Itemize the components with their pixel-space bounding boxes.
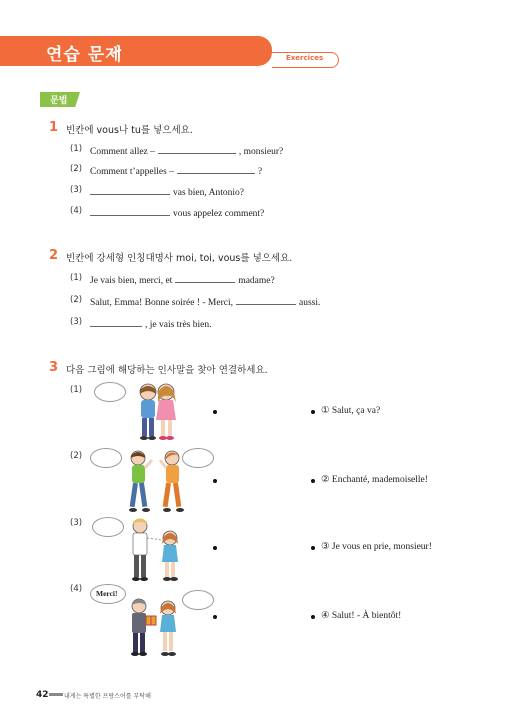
match-dot-left-1[interactable] xyxy=(213,410,217,414)
q1-item-2 xyxy=(90,163,262,177)
q1-item-3-no: (3) xyxy=(70,185,83,195)
q2-item-2-no: (2) xyxy=(70,295,83,305)
speech-bubble xyxy=(94,382,126,402)
question-1-number: 1 xyxy=(49,120,59,135)
q1-item-3 xyxy=(90,184,244,198)
q2-item-3-blank[interactable] xyxy=(90,316,142,327)
exercise-label: Exercices xyxy=(286,54,324,62)
q1-item-4-blank[interactable] xyxy=(90,205,170,216)
match-dot-left-3[interactable] xyxy=(213,546,217,550)
q1-item-2-before: Comment t’appelles – xyxy=(90,167,174,177)
match-dot-right-2[interactable] xyxy=(311,479,315,483)
q2-item-1-blank[interactable] xyxy=(175,272,235,283)
q2-item-1 xyxy=(90,272,275,286)
header-banner xyxy=(0,36,272,66)
q2-item-2-after: aussi. xyxy=(299,298,321,308)
q2-item-3-no: (3) xyxy=(70,317,83,327)
two-friends-greeting-illustration xyxy=(124,448,188,514)
gift-giving-illustration xyxy=(124,596,184,658)
q2-item-2-before: Salut, Emma! Bonne soirée ! - Merci, xyxy=(90,298,233,308)
q1-item-4-no: (4) xyxy=(70,206,83,216)
q2-item-2 xyxy=(90,294,320,308)
speech-bubble xyxy=(90,448,122,468)
q3-right-3: ③ Je vous en prie, monsieur! xyxy=(321,542,432,552)
match-dot-right-1[interactable] xyxy=(311,410,315,414)
q1-item-1-after: , monsieur? xyxy=(238,147,284,157)
q2-item-1-after: madame? xyxy=(238,276,275,286)
question-1-text: 빈칸에 vous나 tu를 넣으세요. xyxy=(66,125,193,136)
speech-bubble-merci-text: Merci! xyxy=(96,589,118,598)
q1-item-1-blank[interactable] xyxy=(158,143,236,154)
q3-left-2-no: (2) xyxy=(70,451,83,461)
question-3-text: 다음 그림에 해당하는 인사말을 찾아 연결하세요. xyxy=(66,365,268,376)
q3-left-1-no: (1) xyxy=(70,385,83,395)
q1-item-3-blank[interactable] xyxy=(90,184,170,195)
q2-item-1-no: (1) xyxy=(70,273,83,283)
page-number: 42 xyxy=(36,690,49,700)
q2-item-3 xyxy=(90,316,211,330)
q3-left-4-no: (4) xyxy=(70,584,83,594)
q3-right-1: ① Salut, ça va? xyxy=(321,406,381,416)
match-dot-right-3[interactable] xyxy=(311,546,315,550)
q1-item-2-no: (2) xyxy=(70,164,83,174)
speech-bubble xyxy=(92,517,124,537)
match-dot-left-2[interactable] xyxy=(213,479,217,483)
q1-item-1-before: Comment allez – xyxy=(90,147,155,157)
q1-item-3-after: vas bien, Antonio? xyxy=(173,188,244,198)
greeting-kiss-illustration xyxy=(128,380,188,442)
q1-item-2-after: ? xyxy=(257,167,263,177)
match-dot-right-4[interactable] xyxy=(311,615,315,619)
q3-right-4: ④ Salut! - À bientôt! xyxy=(321,611,402,621)
question-2-number: 2 xyxy=(49,248,59,263)
q3-right-2: ② Enchanté, mademoiselle! xyxy=(321,475,428,485)
question-3-number: 3 xyxy=(49,360,59,375)
q2-item-3-after: , je vais très bien. xyxy=(145,320,212,330)
page-title: 연습 문제 xyxy=(46,45,123,65)
q1-item-4 xyxy=(90,205,264,219)
gentleman-and-girl-illustration xyxy=(124,516,184,584)
q2-item-1-before: Je vais bien, merci, et xyxy=(90,276,173,286)
q1-item-1-no: (1) xyxy=(70,144,83,154)
q3-left-3-no: (3) xyxy=(70,518,83,528)
footer-book-title: 내게는 특별한 프랑스어를 부탁해 xyxy=(64,693,151,700)
footer-divider xyxy=(49,693,63,696)
speech-bubble xyxy=(182,590,214,610)
question-2-text: 빈칸에 강세형 인칭대명사 moi, toi, vous를 넣으세요. xyxy=(66,253,293,264)
q1-item-2-blank[interactable] xyxy=(177,163,255,174)
q1-item-1 xyxy=(90,143,283,157)
q2-item-2-blank[interactable] xyxy=(236,294,296,305)
q1-item-4-after: vous appelez comment? xyxy=(173,209,265,219)
match-dot-left-4[interactable] xyxy=(213,615,217,619)
section-badge-label: 문법 xyxy=(50,96,68,106)
